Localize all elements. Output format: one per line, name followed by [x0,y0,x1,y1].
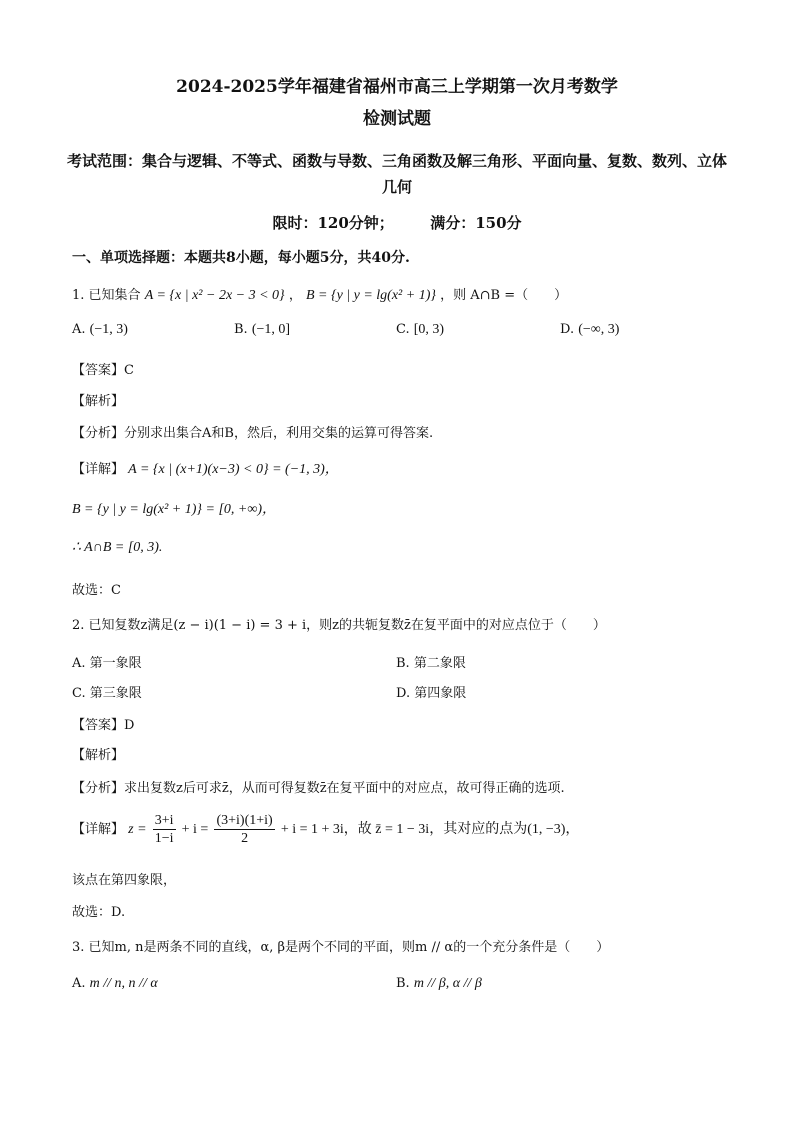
exam-title-line2: 检测试题 [363,109,431,129]
q2-option-c-key: C. [72,686,86,701]
q1-sep: ， [288,288,302,303]
q2-answer: 【答案】D [72,718,135,733]
time-limit: 限时：120分钟； [272,214,394,232]
q2-detail-2: 该点在第四象限， [72,873,177,888]
q1-answer: 【答案】C [72,363,134,378]
q3-option-b-key: B. [396,976,410,991]
q3-option-a-key: A. [72,976,86,991]
section-heading: 一、单项选择题：本题共8小题，每小题5分，共40分. [72,250,410,266]
q3-option-a [72,976,158,992]
q1-option-d-value: (−∞, 3) [578,322,620,337]
q1-detail-2 [72,498,276,518]
q1-option-c-value: [0, 3) [413,322,445,337]
q2-plus-i: + i = [181,822,209,837]
q1-detail-1 [72,458,339,478]
q1-option-b-key: B. [234,322,248,337]
q2-option-c-value: 第三象限 [89,686,142,701]
q2-fraction-1-num: 3+i [154,813,174,828]
q1-option-a [72,322,128,338]
q1-option-d-key: D. [560,322,575,337]
q1-option-b [234,322,290,338]
q2-fraction-2 [214,812,274,847]
q1-option-c [396,322,444,338]
q2-detail-1 [72,812,579,847]
q2-option-a [72,652,142,671]
q3-option-b-value: m // β, α // β [413,976,482,991]
q1-option-c-key: C. [396,322,410,337]
q2-detail-label: 【详解】 [72,822,125,837]
q1-detail-2-math: B = {y | y = lg(x² + 1)} = [0, +∞)， [72,502,276,517]
q1-choose: 故选：C [72,583,121,598]
q1-set-b: B = {y | y = lg(x² + 1)} [305,288,436,303]
q2-fraction-2-num: (3+i)(1+i) [216,813,273,828]
q3-option-b [396,976,482,992]
q2-option-d-key: D. [396,686,411,701]
q2-option-b-value: 第二象限 [413,656,466,671]
q1-analysis-head: 【解析】 [72,394,125,409]
q1-option-a-key: A. [72,322,86,337]
q1-detail-3 [72,539,162,556]
q1-detail-label: 【详解】 [72,462,125,477]
exam-limits [60,210,734,236]
q2-fraction-2-den: 2 [241,831,249,846]
exam-scope: 考试范围：集合与逻辑、不等式、函数与导数、三角函数及解三角形、平面向量、复数、数列、立体几何 [66,152,727,196]
q1-option-b-value: (−1, 0] [251,322,291,337]
q2-option-c [72,682,142,701]
q2-detail-z: z = [128,822,147,837]
q2-option-b-key: B. [396,656,410,671]
q1-option-a-value: (−1, 3) [89,322,128,337]
q2-option-d-value: 第四象限 [414,686,467,701]
q1-detail-1-math: A = {x | (x+1)(x−3) < 0} = (−1, 3)， [128,462,339,477]
q2-detail-rest: + i = 1 + 3i，故 z̄ = 1 − 3i，其对应的点为(1, −3)， [280,822,580,837]
full-score: 满分：150分 [430,214,522,232]
q2-option-a-value: 第一象限 [89,656,142,671]
q1-set-a: A = {x | x² − 2x − 3 < 0} [144,288,285,303]
q1-stem [72,284,567,304]
q2-fraction-1 [153,812,176,847]
q2-option-d [396,682,466,701]
q1-prefix: 1. 已知集合 [72,288,141,303]
q2-choose: 故选：D. [72,905,126,920]
q2-option-b [396,652,466,671]
q3-option-a-value: m // n, n // α [89,976,158,991]
q2-option-a-key: A. [72,656,86,671]
q2-fraction-1-den: 1−i [154,831,174,846]
q1-ask: ，则 A∩B =（ ） [440,288,568,303]
q1-fenxi: 【分析】分别求出集合A和B，然后，利用交集的运算可得答案. [72,426,434,441]
q3-stem: 3. 已知m, n是两条不同的直线，α, β是两个不同的平面，则m // α的一个充分条件是（ ） [72,940,610,955]
q2-stem: 2. 已知复数z满足(z − i)(1 − i) = 3 + i，则z的共轭复数z̄在复平面中的对应点位于（ ） [72,618,606,633]
q2-fenxi: 【分析】求出复数z后可求z̄，从而可得复数z̄在复平面中的对应点，故可得正确的选项. [72,781,565,796]
q1-option-d [560,322,619,338]
exam-title-line1: 2024-2025学年福建省福州市高三上学期第一次月考数学 [176,77,618,97]
q2-analysis-head: 【解析】 [72,748,125,763]
q1-detail-3-math: ∴ A∩B = [0, 3). [72,540,163,555]
